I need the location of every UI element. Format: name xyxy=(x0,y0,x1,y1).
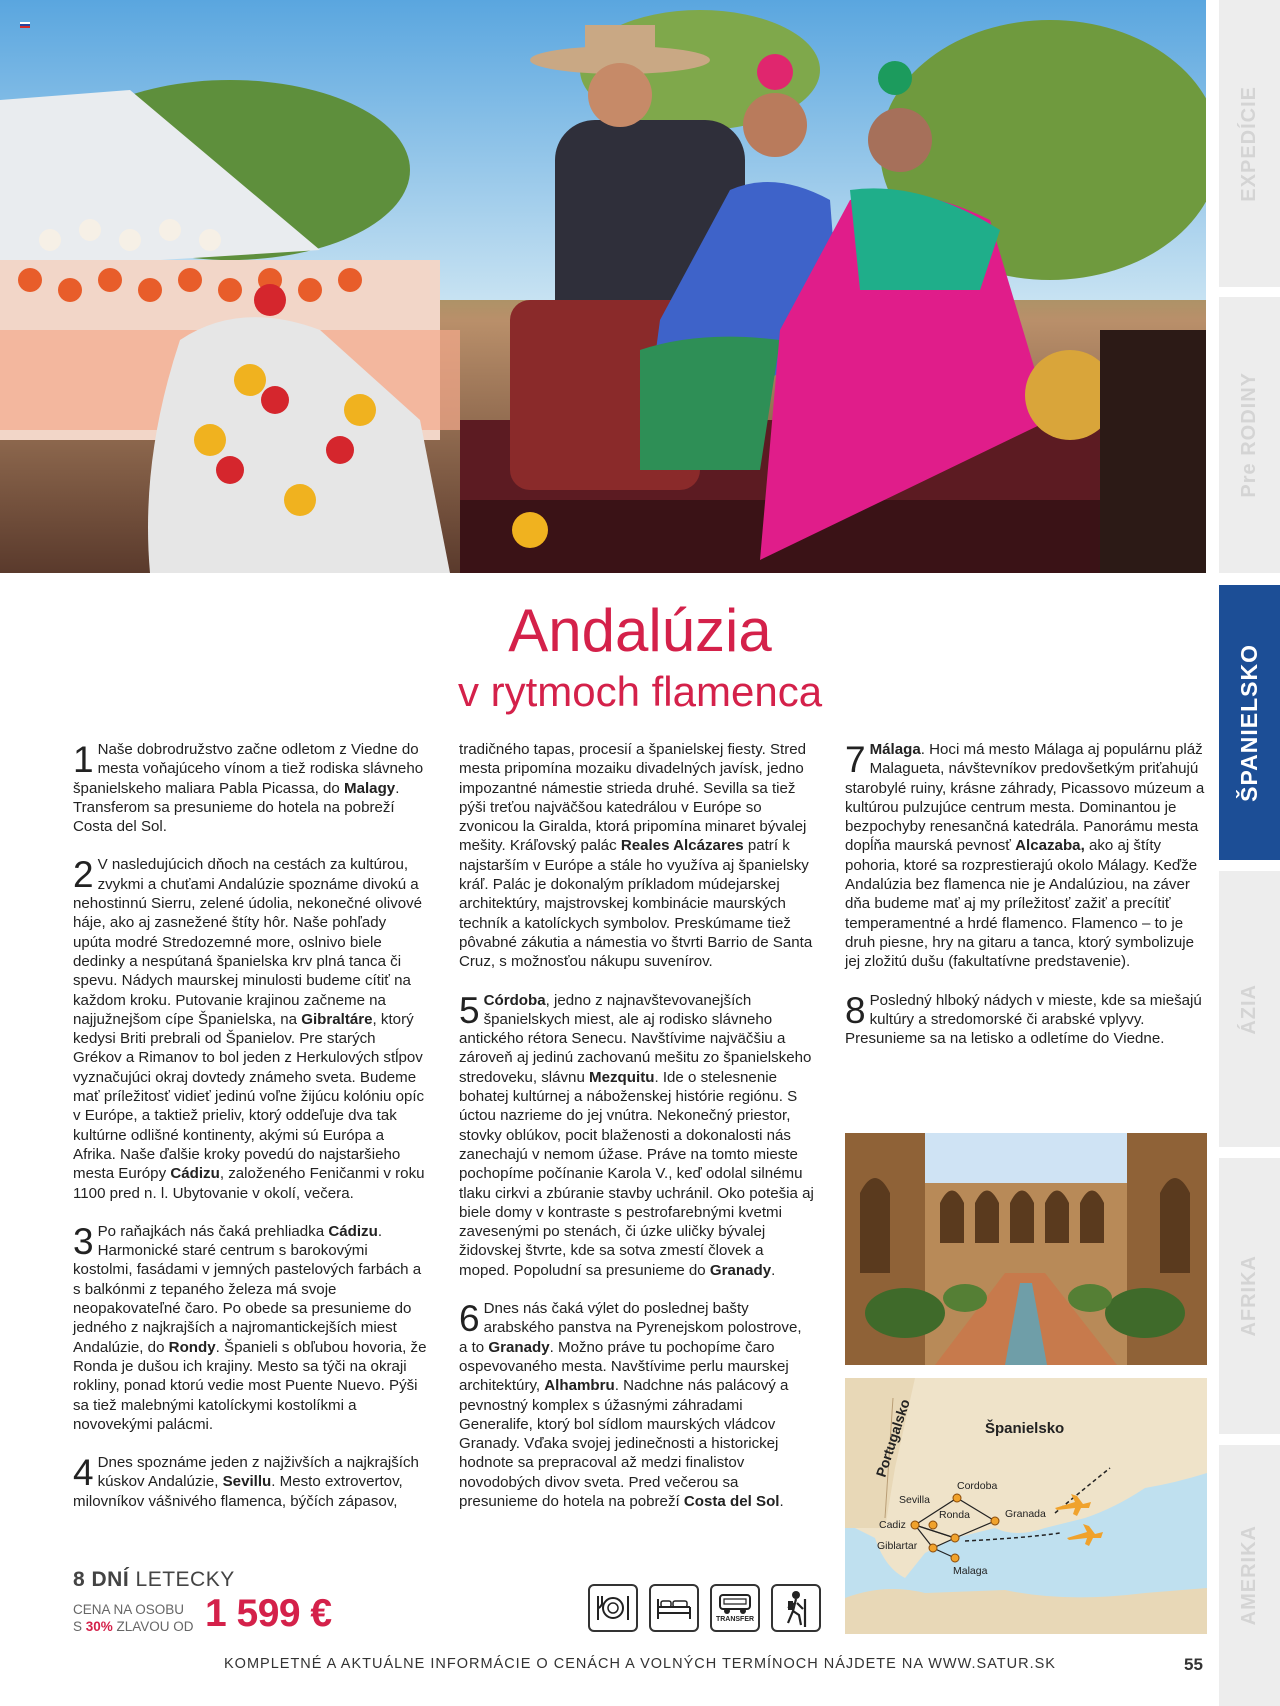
tab-rodiny[interactable]: Pre RODINY xyxy=(1219,297,1280,573)
map-label-gibraltar: Giblartar xyxy=(877,1540,918,1552)
itinerary-day-3: 3 Po raňajkách nás čaká prehliadka Cádizu. Harmonické staré centrum s barokovými kostolmi, fasádami v jemných pastelových farbách a s balkónmi z tepaného železa má svoje neopakovateľné čaro. Po obede sa presunieme do jedného z najkrajších a najromantickejších miest Andalúzie, do Rondy. Španieli s obľubou hovoria, že Ronda je dušou ich krajiny. Mesto sa týči na okraji rokliny, ponad ktorú vedie most Puente Nuevo. Pýši sa tiež malebnými katolíckymi kostolíkmi a novovekými palácmi. xyxy=(73,1220,427,1433)
map-label-portugal: Portugalsko xyxy=(872,1397,913,1479)
tab-amerika[interactable]: AMERIKA xyxy=(1219,1445,1280,1706)
map-label-granada: Granada xyxy=(1005,1508,1046,1520)
tab-azia[interactable]: ÁZIA xyxy=(1219,871,1280,1147)
trip-duration: 8 DNÍ LETECKY xyxy=(73,1568,235,1591)
itinerary-column-1 xyxy=(73,740,428,1530)
tab-spanielsko[interactable]: ŠPANIELSKO xyxy=(1219,585,1280,860)
map-label-cadiz: Cadiz xyxy=(879,1519,906,1531)
itinerary-day-4: 4 Dnes spoznáme jeden z najživších a najkrajších kúskov Andalúzie, Sevillu. Mesto extrovertov, milovníkov vášnivého flamenca, býčích zápasov, xyxy=(73,1452,419,1510)
map-label-cordoba: Cordoba xyxy=(957,1480,998,1492)
transfer-icon: TRANSFER xyxy=(710,1584,760,1632)
footer-info: KOMPLETNÉ A AKTUÁLNE INFORMÁCIE O CENÁCH A VOLNÝCH TERMÍNOCH NÁJDETE NA WWW.SATUR.SK xyxy=(224,1656,1056,1672)
itinerary-day-4-cont: tradičného tapas, procesií a španielskej fiesty. Stred mesta pripomína mozaiku divadelných javísk, jedno impozantné námestie strieda druhé. Sevilla sa tiež pýši treťou najväčšou katedrálou v Európe so zvonicou la Giralda, ktorá pripomína minaret bývalej mešity. Kráľovský palác Reales Alcázares patrí k najstarším v Európe a stále ho využíva aj španielsky kráľ. Palác je dokonalým príkladom múdejarskej architektúry, majstrovskej kombinácie maurských techník a katolíckych symbolov. Preskúmame tiež pôvabné zákutia a námestia vo štvrti Barrio de Santa Cruz, s možnosťou nákupu suvenírov. xyxy=(459,741,813,971)
meals-icon xyxy=(588,1584,638,1632)
alcazar-courtyard-photo xyxy=(845,1133,1207,1365)
itinerary-day-2: 2 V nasledujúcich dňoch na cestách za kultúrou, zvykmi a chuťami Andalúzie spoznáme divokú a nehostinnú Sierru, zelené údolia, nekonečné olivové háje, ako aj zasnežené štíty hôr. Naše pohľady upúta modré Stredozemné more, oslnivo biele dedinky a nespútaná španielska krv plná tanca či spevu. Nádych maurskej minulosti budeme cítiť na každom kroku. Putovanie krajinou začneme na najjužnejšom cípe Španielska, na Gibraltáre, ktorý kedysi Briti prebrali od Španielov. Pre starých Grékov a Rimanov to bol jeden z Herkulových stĺpov vyznačujúci okraj dovtedy známeho sveta. Budeme mať príležitosť vidieť jedinú voľne žijúcu kolóniu opíc v Európe, a taktiež prieliv, ktorý oddeľuje dva tak kultúrne odlišné kontinenty, akými sú Európa a Afrika. Naše ďalšie kroky povedú do najstaršieho mesta Európy Cádizu, založeného Feničanmi v roku 1100 pred n. l. Ubytovanie v okolí, večera. xyxy=(73,854,425,1202)
price-label: CENA NA OSOBU S 30% ZLAVOU OD xyxy=(73,1602,194,1634)
itinerary-day-5: 5 Córdoba, jedno z najnavštevovanejších španielskych miest, ale aj rodisko slávneho antického rétora Senecu. Navštívime najväčšiu a zároveň aj jedinú zachovanú mešitu zo španielskeho stredoveku, slávnu Mezquitu. Ide o stelesnenie bohatej kultúrnej a náboženskej histórie regiónu. S úctou nazrieme do jej vnútra. Nekonečný priestor, stovky oblúkov, pocit blaženosti a dokonalosti nás zanechajú v nemom úžase. Práve na tomto mieste pochopíme počínanie Karola V., keď odolal silnému tlaku cirkvi a zbúranie stavby uchránil. Oko potešia aj biele domy v kontraste s pestrofarebnými kvetmi zavesenými po stenách, či úzke uličky bývalej židovskej štvrte, kde sa sotva zmestí človek a moped. Popoludní sa presunieme do Granady. xyxy=(459,989,814,1279)
map-label-ronda: Ronda xyxy=(939,1509,970,1521)
route-map xyxy=(845,1378,1207,1634)
itinerary-column-3 xyxy=(845,740,1205,1067)
flamenco-carriage-photo xyxy=(0,0,1206,573)
itinerary-day-1: 1 Naše dobrodružstvo začne odletom z Viedne do mesta voňajúceho vínom a tiež rodiska slávneho španielskeho maliara Pabla Picassa, do Malagy. Transferom sa presunieme do hotela na pobreží Costa del Sol. xyxy=(73,739,424,836)
page-number: 55 xyxy=(1184,1655,1203,1674)
service-icons xyxy=(588,1584,821,1632)
hiking-icon xyxy=(771,1584,821,1632)
accommodation-icon xyxy=(649,1584,699,1632)
itinerary-column-2 xyxy=(459,740,814,1530)
language-flag-icon xyxy=(20,22,30,28)
map-label-malaga: Malaga xyxy=(953,1565,988,1577)
price-value: 1 599 € xyxy=(205,1592,332,1635)
tab-afrika[interactable]: AFRIKA xyxy=(1219,1158,1280,1434)
itinerary-day-6: 6 Dnes nás čaká výlet do poslednej bašty arabského panstva na Pyrenejskom polostrove, a to Granady. Možno práve tu pochopíme čaro ospevovaného mesta. Navštívime perlu maurskej architektúry, Alhambru. Nadchne nás palácový a pevnostný komplex s úžasnými záhradami Generalife, ktorý bol sídlom maurských vládcov Granady. Vďaka svojej jedinečnosti a historickej hodnote sa prepracoval až medzi finalistov novodobých divov sveta. Pred večerou sa presunieme do hotela na pobreží Costa del Sol. xyxy=(459,1298,802,1510)
map-label-sevilla: Sevilla xyxy=(899,1494,930,1506)
hero-photo xyxy=(0,0,1206,573)
tab-expedicie[interactable]: EXPEDÍCIE xyxy=(1219,0,1280,287)
map-label-spain: Španielsko xyxy=(985,1420,1065,1437)
page-subtitle: v rytmoch flamenca xyxy=(457,668,823,715)
itinerary-day-8: 8 Posledný hlboký nádych v mieste, kde sa miešajú kultúry a stredomorské či arabské vplyvy. Presunieme sa na letisko a odletíme do Viedne. xyxy=(845,989,1202,1048)
page-title: Andalúzia xyxy=(508,597,772,664)
itinerary-day-7: 7 Málaga. Hoci má mesto Málaga aj populárnu pláž Malagueta, návštevníkov predovšetkým priťahujú starobylé ruiny, krásne záhrady, Picassovo múzeum a kultúrou pulzujúce centrum mesta. Dominantou je bezpochyby renesančná katedrála. Panorámu mesta dopĺňa maurská pevnosť Alcazaba, ako aj štíty pohoria, ktoré sa rozprestierajú okolo Málagy. Keďže Andalúzia bez flamenca nie je Andalúziou, na záver dňa budeme mať aj my príležitosť zažiť a precítiť temperamentné a hrdé flamenco. Flamenco – to je druh piesne, hry na gitaru a tanca, ktorý symbolizuje jej zložitú dušu (fakultatívne predstavenie). xyxy=(845,739,1205,971)
